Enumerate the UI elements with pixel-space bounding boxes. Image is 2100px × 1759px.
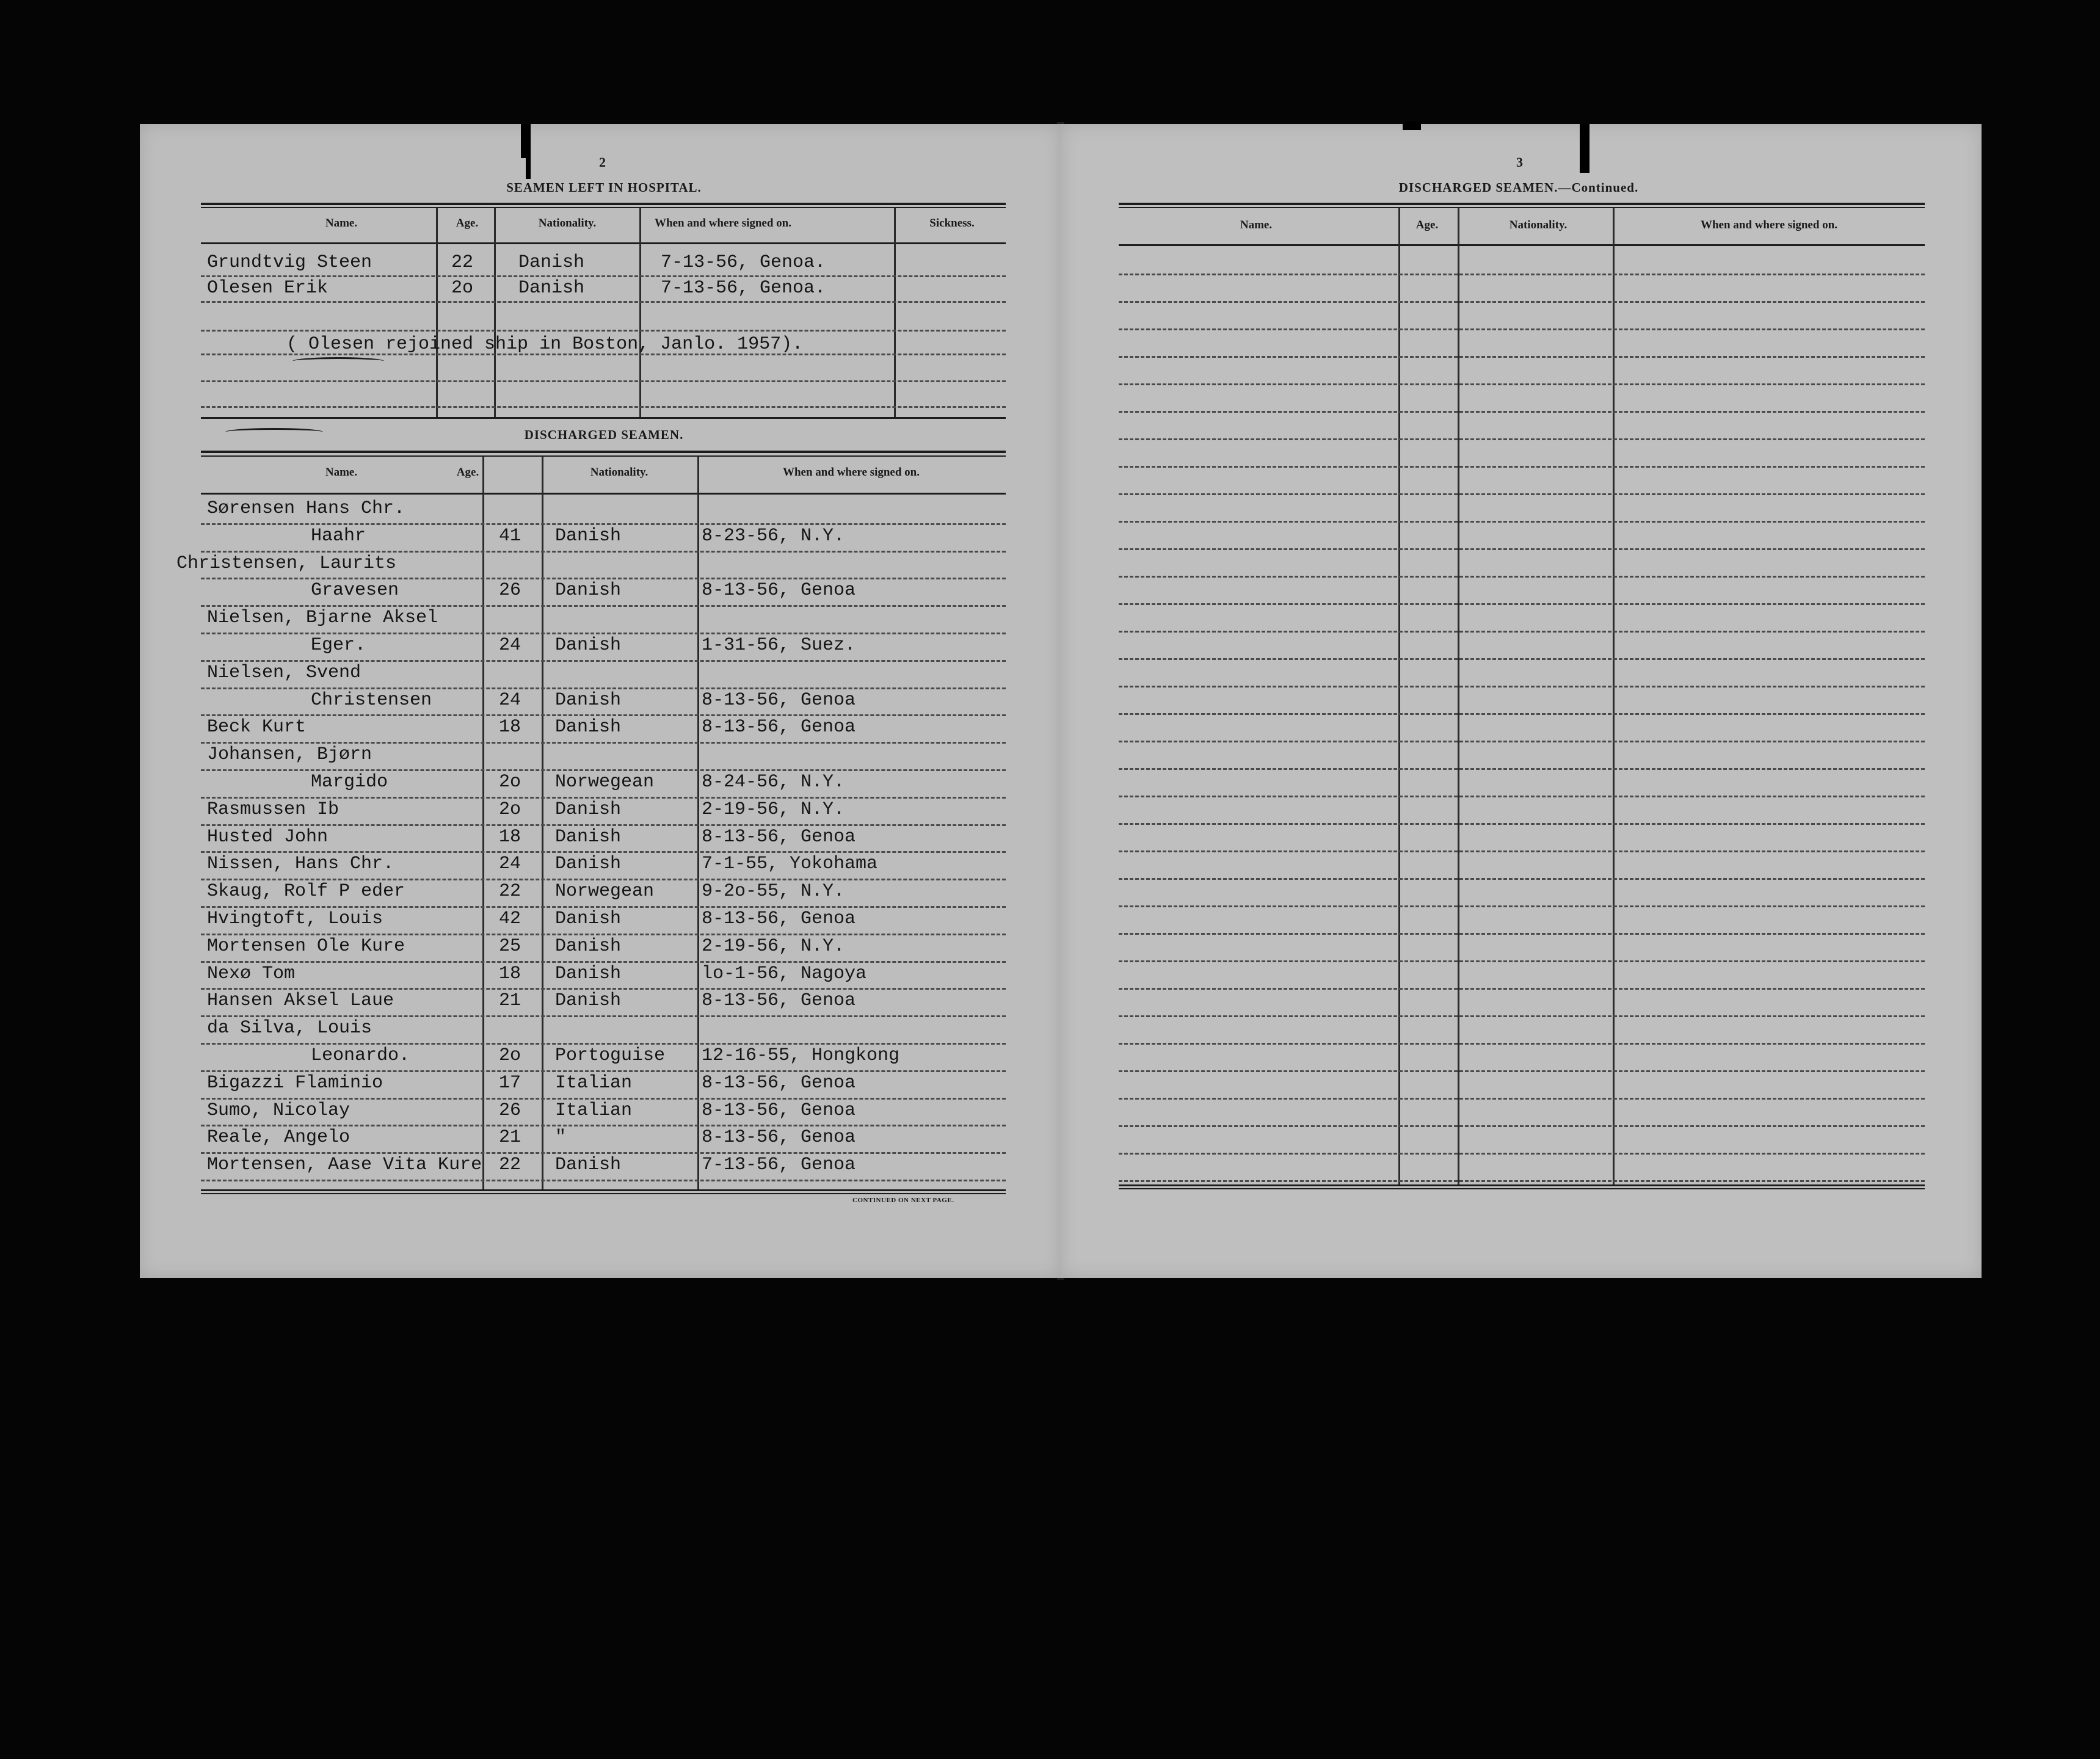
discharged-section-title: DISCHARGED SEAMEN. (524, 427, 684, 442)
discharged-name-cell: Reale, Angelo (207, 1127, 351, 1148)
discharged-age-cell: 17 (499, 1072, 521, 1093)
hospital-age-cell: 22 (451, 252, 474, 273)
row-line (201, 330, 1006, 332)
table-rule (201, 451, 1006, 453)
table-rule (1119, 203, 1925, 205)
hospital-age-cell: 2o (451, 278, 474, 299)
row-line (201, 934, 1006, 935)
row-line (201, 1125, 1006, 1126)
discharged-age-cell: 18 (499, 963, 521, 984)
row-line (1119, 1153, 1925, 1155)
column-header: When and where signed on. (654, 217, 792, 230)
left-page (140, 124, 1061, 1278)
discharged-signed-cell: 8-13-56, Genoa (702, 826, 856, 847)
row-line (201, 714, 1006, 716)
discharged-name-cell: Husted John (207, 826, 329, 847)
column-divider (1613, 208, 1615, 1186)
row-line (201, 1152, 1006, 1154)
discharged-name-cell: Christensen (311, 689, 432, 711)
column-header: Nationality. (538, 217, 597, 230)
row-line (201, 742, 1006, 744)
discharged-signed-cell: 8-13-56, Genoa (702, 580, 856, 601)
discharged-name-cell: Nielsen, Bjarne Aksel (207, 607, 438, 629)
row-line (201, 769, 1006, 771)
discharged-name-cell: Mortensen Ole Kure (207, 935, 405, 957)
row-line (1119, 521, 1925, 523)
hospital-signed-cell: 7-13-56, Genoa. (661, 252, 826, 273)
row-line (201, 551, 1006, 553)
row-line (201, 1043, 1006, 1045)
discharged-age-cell: 25 (499, 935, 521, 957)
discharged-signed-cell: 8-13-56, Genoa (702, 909, 856, 929)
discharged-nationality-cell: Norwegean (555, 881, 655, 902)
discharged-name-cell: Christensen, Laurits (176, 553, 397, 574)
column-header: Age. (456, 466, 479, 479)
continued-footer: CONTINUED ON NEXT PAGE. (852, 1197, 954, 1204)
page-number: 2 (599, 154, 606, 170)
row-line (1119, 850, 1925, 852)
discharged-age-cell: 21 (499, 1127, 521, 1148)
discharged-signed-cell: 8-13-56, Genoa (702, 689, 856, 711)
discharged-nationality-cell: Italian (555, 1072, 633, 1093)
row-line (201, 988, 1006, 990)
discharged-name-cell: Hansen Aksel Laue (207, 990, 394, 1012)
discharged-nationality-cell: Danish (555, 935, 622, 957)
column-divider (436, 208, 438, 418)
handwritten-underline (292, 357, 384, 365)
discharged-signed-cell: 1-31-56, Suez. (702, 635, 856, 656)
row-line (201, 851, 1006, 853)
row-line (201, 380, 1006, 382)
row-line (201, 906, 1006, 908)
table-rule (201, 1189, 1006, 1191)
discharged-name-cell: Nexø Tom (207, 963, 296, 984)
discharged-name-cell: Mortensen, Aase Vita Kure (207, 1155, 482, 1176)
discharged-name-cell: Eger. (311, 635, 366, 656)
discharged-signed-cell: 2-19-56, N.Y. (702, 935, 845, 957)
page-tear (1580, 124, 1590, 173)
table-rule (201, 493, 1006, 495)
row-line (1119, 356, 1925, 358)
row-line (201, 961, 1006, 963)
column-header: Name. (325, 217, 358, 230)
table-rule (201, 203, 1006, 205)
discharged-age-cell: 2o (499, 1045, 521, 1066)
hospital-nationality-cell: Danish (518, 278, 585, 299)
hospital-name-cell: Grundtvig Steen (207, 252, 372, 273)
discharged-signed-cell: 8-23-56, N.Y. (702, 525, 845, 546)
hospital-name-cell: Olesen Erik (207, 278, 329, 299)
row-line (1119, 411, 1925, 413)
row-line (201, 523, 1006, 525)
row-line (1119, 383, 1925, 385)
discharged-signed-cell: 8-13-56, Genoa (702, 990, 856, 1012)
column-header: When and where signed on. (782, 466, 920, 479)
table-rule (1119, 207, 1925, 208)
row-line (201, 1070, 1006, 1072)
table-rule (1119, 1188, 1925, 1189)
hospital-nationality-cell: Danish (518, 252, 585, 273)
discharged-name-cell: Johansen, Bjørn (207, 744, 372, 766)
discharged-age-cell: 18 (499, 717, 521, 738)
row-line (201, 660, 1006, 662)
discharged-name-cell: Haahr (311, 525, 366, 546)
discharged-nationality-cell: Danish (555, 635, 622, 656)
discharged-name-cell: Rasmussen Ib (207, 799, 340, 820)
row-line (201, 797, 1006, 799)
discharged-name-cell: Skaug, Rolf P eder (207, 881, 405, 902)
discharged-name-cell: Sumo, Nicolay (207, 1100, 351, 1121)
discharged-nationality-cell: Danish (555, 854, 622, 875)
discharged-name-cell: Nielsen, Svend (207, 662, 362, 683)
discharged-age-cell: 41 (499, 525, 521, 546)
row-line (1119, 1180, 1925, 1182)
discharged-age-cell: 26 (499, 580, 521, 601)
row-line (201, 406, 1006, 408)
discharged-nationality-cell: Danish (555, 963, 622, 984)
column-header: Sickness. (929, 217, 975, 230)
row-line (1119, 686, 1925, 687)
discharged-age-cell: 21 (499, 990, 521, 1012)
row-line (1119, 768, 1925, 770)
discharged-name-cell: Nissen, Hans Chr. (207, 854, 394, 875)
row-line (201, 633, 1006, 634)
row-line (1119, 905, 1925, 907)
discharged-nationality-cell: Danish (555, 717, 622, 738)
discharged-name-cell: da Silva, Louis (207, 1018, 372, 1039)
row-line (1119, 603, 1925, 605)
discharged-name-cell: Beck Kurt (207, 717, 307, 738)
discharged-age-cell: 22 (499, 1155, 521, 1176)
column-header: Age. (1415, 219, 1439, 231)
discharged-nationality-cell: Italian (555, 1100, 633, 1121)
hospital-note: ( Olesen rejoined ship in Boston, Janlo. 1957). (286, 334, 804, 355)
row-line (1119, 493, 1925, 495)
column-header: When and where signed on. (1700, 219, 1838, 231)
discharged-nationality-cell: " (555, 1127, 567, 1148)
discharged-name-cell: Sørensen Hans Chr. (207, 498, 405, 519)
column-divider (639, 208, 641, 418)
handwritten-underline (225, 428, 323, 436)
discharged-nationality-cell: Danish (555, 689, 622, 711)
table-rule (201, 1193, 1006, 1194)
table-rule (201, 417, 1006, 419)
row-line (201, 687, 1006, 689)
discharged-nationality-cell: Danish (555, 909, 622, 929)
table-rule (201, 207, 1006, 208)
discharged-signed-cell: 8-13-56, Genoa (702, 717, 856, 738)
page-number: 3 (1516, 154, 1523, 170)
discharged-signed-cell: 7-13-56, Genoa (702, 1155, 856, 1176)
discharged-age-cell: 2o (499, 772, 521, 792)
discharged-name-cell: Bigazzi Flaminio (207, 1072, 383, 1093)
row-line (1119, 933, 1925, 935)
row-line (201, 1098, 1006, 1100)
row-line (1119, 301, 1925, 303)
discharged-nationality-cell: Danish (555, 580, 622, 601)
discharged-age-cell: 22 (499, 881, 521, 902)
row-line (1119, 274, 1925, 275)
column-header: Name. (325, 466, 358, 479)
discharged-age-cell: 42 (499, 909, 521, 929)
discharged-nationality-cell: Danish (555, 990, 622, 1012)
row-line (201, 824, 1006, 826)
discharged-continued-title: DISCHARGED SEAMEN.—Continued. (1398, 180, 1639, 195)
row-line (1119, 1125, 1925, 1127)
row-line (1119, 1043, 1925, 1045)
hospital-signed-cell: 7-13-56, Genoa. (661, 278, 826, 299)
discharged-name-cell: Margido (311, 772, 388, 792)
discharged-signed-cell: 2-19-56, N.Y. (702, 799, 845, 820)
discharged-nationality-cell: Danish (555, 799, 622, 820)
discharged-nationality-cell: Danish (555, 525, 622, 546)
discharged-signed-cell: 9-2o-55, N.Y. (702, 881, 845, 902)
discharged-age-cell: 24 (499, 689, 521, 711)
discharged-signed-cell: 7-1-55, Yokohama (702, 854, 878, 875)
row-line (1119, 1015, 1925, 1017)
discharged-nationality-cell: Danish (555, 826, 622, 847)
row-line (1119, 823, 1925, 825)
row-line (1119, 741, 1925, 742)
row-line (1119, 796, 1925, 797)
discharged-nationality-cell: Portoguise (555, 1045, 666, 1066)
column-header: Age. (456, 217, 479, 230)
discharged-nationality-cell: Norwegean (555, 772, 655, 792)
table-rule (1119, 244, 1925, 246)
page-tear (1403, 121, 1421, 130)
right-page (1061, 124, 1982, 1278)
row-line (201, 605, 1006, 607)
row-line (1119, 1098, 1925, 1100)
discharged-name-cell: Gravesen (311, 580, 399, 601)
column-divider (894, 208, 896, 418)
discharged-signed-cell: 8-13-56, Genoa (702, 1072, 856, 1093)
column-divider (1458, 208, 1459, 1186)
discharged-age-cell: 2o (499, 799, 521, 820)
discharged-signed-cell: 8-24-56, N.Y. (702, 772, 845, 792)
row-line (201, 1180, 1006, 1181)
row-line (1119, 988, 1925, 990)
discharged-signed-cell: lo-1-56, Nagoya (702, 963, 867, 984)
discharged-name-cell: Hvingtoft, Louis (207, 909, 383, 929)
table-rule (201, 242, 1006, 244)
row-line (1119, 960, 1925, 962)
column-header: Nationality. (590, 466, 649, 479)
row-line (201, 301, 1006, 303)
row-line (1119, 438, 1925, 440)
discharged-age-cell: 18 (499, 826, 521, 847)
discharged-age-cell: 24 (499, 854, 521, 875)
discharged-name-cell: Leonardo. (311, 1045, 410, 1066)
row-line (201, 1015, 1006, 1017)
row-line (1119, 713, 1925, 715)
row-line (1119, 576, 1925, 578)
row-line (1119, 328, 1925, 330)
discharged-age-cell: 24 (499, 635, 521, 656)
column-divider (1398, 208, 1400, 1186)
hospital-section-title: SEAMEN LEFT IN HOSPITAL. (506, 180, 702, 195)
discharged-nationality-cell: Danish (555, 1155, 622, 1176)
discharged-signed-cell: 8-13-56, Genoa (702, 1100, 856, 1121)
row-line (1119, 466, 1925, 468)
discharged-age-cell: 26 (499, 1100, 521, 1121)
row-line (201, 578, 1006, 579)
row-line (1119, 658, 1925, 660)
table-rule (1119, 1184, 1925, 1186)
row-line (201, 275, 1006, 277)
column-header: Nationality. (1509, 219, 1568, 231)
discharged-signed-cell: 8-13-56, Genoa (702, 1127, 856, 1148)
row-line (1119, 631, 1925, 633)
page-tear (526, 124, 531, 179)
table-rule (201, 455, 1006, 457)
row-line (201, 879, 1006, 880)
row-line (1119, 1070, 1925, 1072)
row-line (1119, 878, 1925, 880)
discharged-signed-cell: 12-16-55, Hongkong (702, 1045, 900, 1066)
column-divider (494, 208, 496, 418)
row-line (1119, 548, 1925, 550)
column-header: Name. (1240, 219, 1273, 231)
